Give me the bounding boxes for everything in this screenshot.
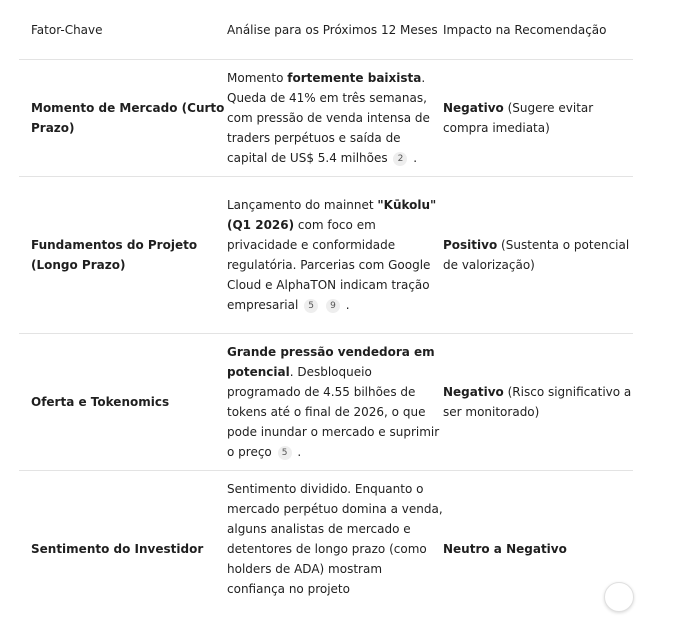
row-factor: Sentimento do Investidor	[31, 542, 204, 556]
citation-badge[interactable]: 9	[326, 299, 340, 313]
table-row	[19, 177, 633, 334]
citation-badge[interactable]: 2	[393, 152, 407, 166]
header-analysis: Análise para os Próximos 12 Meses	[227, 22, 438, 37]
table-row	[19, 471, 633, 631]
citation-badge[interactable]: 5	[278, 446, 292, 460]
row-impact: Negativo (Sugere evitar compra imediata)	[443, 101, 594, 135]
scroll-down-button[interactable]	[604, 582, 634, 612]
row-factor: Oferta e Tokenomics	[31, 395, 170, 409]
row-impact: Negativo (Risco significativo a ser monitorado)	[443, 385, 632, 419]
table-row	[19, 60, 633, 177]
table-header	[19, 0, 633, 60]
table-row	[19, 334, 633, 471]
analysis-table	[19, 0, 633, 631]
row-analysis: Sentimento dividido. Enquanto o mercado perpétuo domina a venda, alguns analistas de mercado e detentores de longo prazo (como holders de ADA) mostram confiança no projeto	[227, 482, 443, 596]
header-factor: Fator-Chave	[31, 22, 103, 37]
header-impact: Impacto na Recomendação	[443, 22, 607, 37]
row-analysis: Grande pressão vendedora em potencial. Desbloqueio programado de 4.55 bilhões de tokens até o final de 2026, o que pode inundar o mercado e suprimir o preço 5 .	[227, 345, 440, 459]
row-analysis: Lançamento do mainnet "Kūkolu" (Q1 2026) com foco em privacidade e conformidade regulatória. Parcerias com Google Cloud e AlphaTON indicam tração empresarial 5 9 .	[227, 198, 437, 312]
row-analysis: Momento fortemente baixista. Queda de 41% em três semanas, com pressão de venda intensa de traders perpétuos e saída de capital de US$ 5.4 milhões 2 .	[227, 71, 430, 165]
citation-badge[interactable]: 5	[304, 299, 318, 313]
row-factor: Momento de Mercado (Curto Prazo)	[31, 101, 225, 135]
row-impact: Positivo (Sustenta o potencial de valorização)	[443, 238, 630, 272]
row-impact: Neutro a Negativo	[443, 542, 567, 556]
row-factor: Fundamentos do Projeto (Longo Prazo)	[31, 238, 198, 272]
